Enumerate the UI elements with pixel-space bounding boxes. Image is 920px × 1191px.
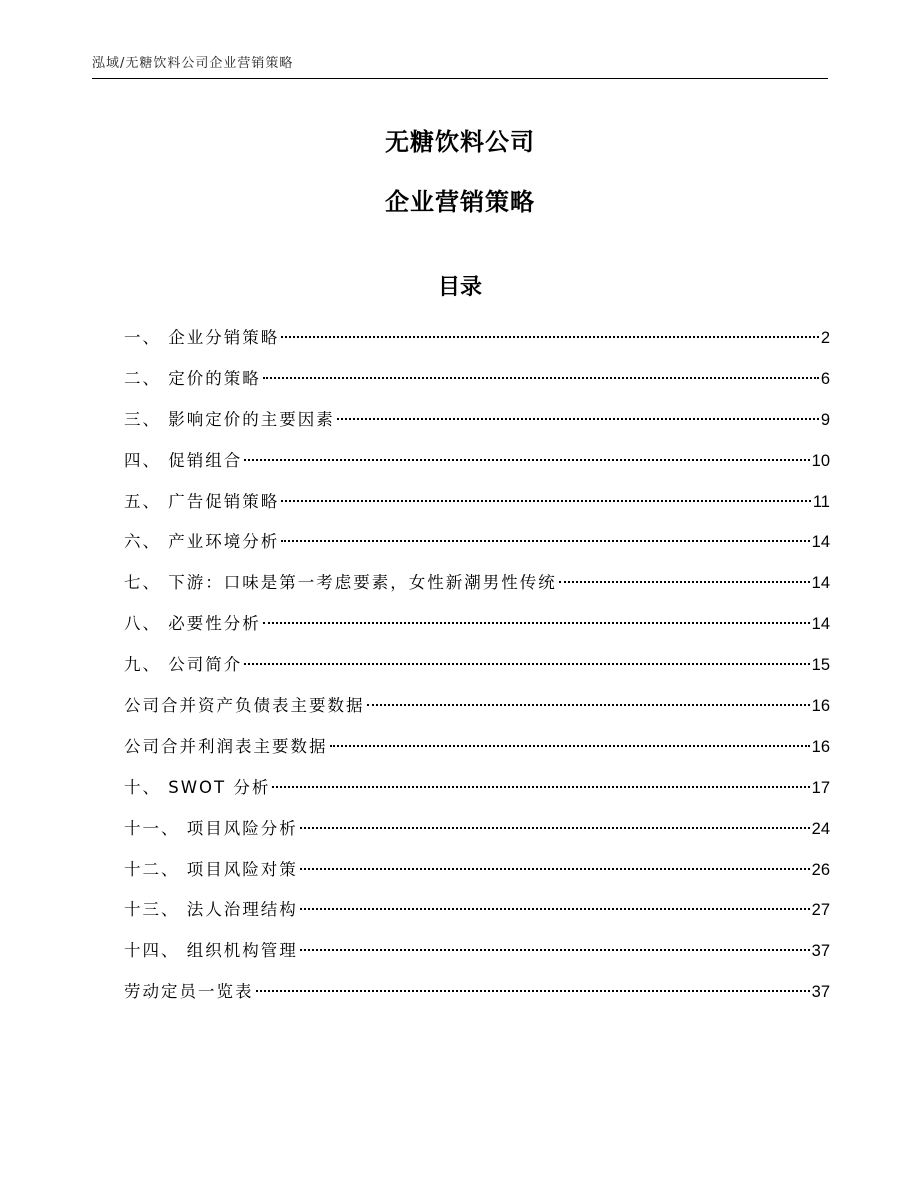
document-title-line1: 无糖饮料公司 bbox=[385, 128, 535, 156]
toc-entry[interactable] bbox=[124, 400, 830, 441]
toc-entry[interactable] bbox=[124, 441, 830, 482]
toc-entry-page: 6 bbox=[820, 369, 830, 388]
toc-entry-label: 公司合并资产负债表主要数据 bbox=[124, 696, 365, 716]
running-header: 泓域/无糖饮料公司企业营销策略 bbox=[92, 56, 294, 71]
toc-leader-dots bbox=[330, 745, 810, 747]
toc-leader-dots bbox=[263, 377, 819, 379]
toc-entry-label: 二、 定价的策略 bbox=[124, 368, 261, 388]
toc-leader-dots bbox=[300, 868, 810, 870]
toc-entry-page: 14 bbox=[811, 533, 830, 552]
toc-entry[interactable] bbox=[124, 809, 830, 850]
toc-leader-dots bbox=[244, 663, 809, 665]
toc-entry-page: 27 bbox=[811, 901, 830, 920]
toc-leader-dots bbox=[300, 827, 810, 829]
toc-leader-dots bbox=[337, 418, 819, 420]
toc-entry-label: 九、 公司简介 bbox=[124, 655, 243, 675]
toc-leader-dots bbox=[263, 622, 810, 624]
toc-leader-dots bbox=[559, 581, 810, 583]
toc-entry-label: 八、 必要性分析 bbox=[124, 614, 261, 634]
toc-entry-label: 三、 影响定价的主要因素 bbox=[124, 409, 335, 429]
toc-entry-label: 十、 SWOT 分析 bbox=[124, 777, 271, 797]
toc-entry-label: 十四、 组织机构管理 bbox=[124, 941, 298, 961]
toc-entry-label: 劳动定员一览表 bbox=[124, 982, 254, 1002]
toc-entry[interactable] bbox=[124, 604, 830, 645]
toc-entry[interactable] bbox=[124, 850, 830, 891]
toc-entry[interactable] bbox=[124, 686, 830, 727]
toc-entry[interactable] bbox=[124, 318, 830, 359]
toc-entry[interactable] bbox=[124, 931, 830, 972]
toc-entry-label: 五、 广告促销策略 bbox=[124, 491, 280, 511]
toc-entry[interactable] bbox=[124, 768, 830, 809]
toc-leader-dots bbox=[281, 500, 811, 502]
toc-entry-page: 24 bbox=[811, 819, 830, 838]
toc-leader-dots bbox=[300, 908, 810, 910]
toc-leader-dots bbox=[256, 990, 810, 992]
toc-entry-page: 2 bbox=[820, 329, 830, 347]
toc-entry-page: 26 bbox=[811, 860, 830, 879]
document-title-line2: 企业营销策略 bbox=[385, 188, 535, 216]
toc-entry[interactable] bbox=[124, 890, 830, 931]
toc-leader-dots bbox=[281, 540, 809, 542]
toc-entry[interactable] bbox=[124, 522, 830, 563]
toc-entry-label: 七、 下游：口味是第一考虑要素，女性新潮男性传统 bbox=[124, 573, 557, 593]
toc-entry-label: 十三、 法人治理结构 bbox=[124, 900, 298, 920]
toc-entry-page: 14 bbox=[811, 574, 830, 593]
toc-entry-label: 十二、 项目风险对策 bbox=[124, 859, 298, 879]
toc-entry-page: 15 bbox=[811, 656, 830, 675]
toc-leader-dots bbox=[281, 336, 819, 338]
toc-leader-dots bbox=[272, 786, 809, 788]
toc-leader-dots bbox=[300, 949, 810, 951]
toc-entry-label: 十一、 项目风险分析 bbox=[124, 818, 298, 838]
toc-entry-label: 一、 企业分销策略 bbox=[124, 328, 280, 347]
toc-entry-page: 17 bbox=[811, 778, 830, 797]
toc-entry-page: 14 bbox=[811, 615, 830, 634]
toc-leader-dots bbox=[244, 459, 809, 461]
toc-entry-page: 16 bbox=[811, 737, 830, 756]
toc-entry-label: 六、 产业环境分析 bbox=[124, 532, 280, 552]
header-divider bbox=[92, 78, 828, 79]
toc-leader-dots bbox=[367, 704, 810, 706]
toc-entry-label: 公司合并利润表主要数据 bbox=[124, 736, 328, 756]
toc-entry[interactable] bbox=[124, 727, 830, 768]
toc-heading: 目录 bbox=[437, 275, 482, 300]
toc-entry-page: 11 bbox=[812, 492, 830, 511]
toc-entry-label: 四、 促销组合 bbox=[124, 450, 243, 470]
toc-entry[interactable] bbox=[124, 563, 830, 604]
table-of-contents bbox=[124, 318, 830, 1013]
toc-entry-page: 16 bbox=[811, 697, 830, 716]
toc-entry-page: 37 bbox=[811, 983, 830, 1002]
toc-entry-page: 37 bbox=[811, 942, 830, 961]
toc-entry[interactable] bbox=[124, 972, 830, 1013]
toc-entry-page: 10 bbox=[811, 451, 830, 470]
toc-entry[interactable] bbox=[124, 482, 830, 523]
toc-entry-page: 9 bbox=[820, 410, 830, 429]
toc-entry[interactable] bbox=[124, 359, 830, 400]
toc-entry[interactable] bbox=[124, 645, 830, 686]
